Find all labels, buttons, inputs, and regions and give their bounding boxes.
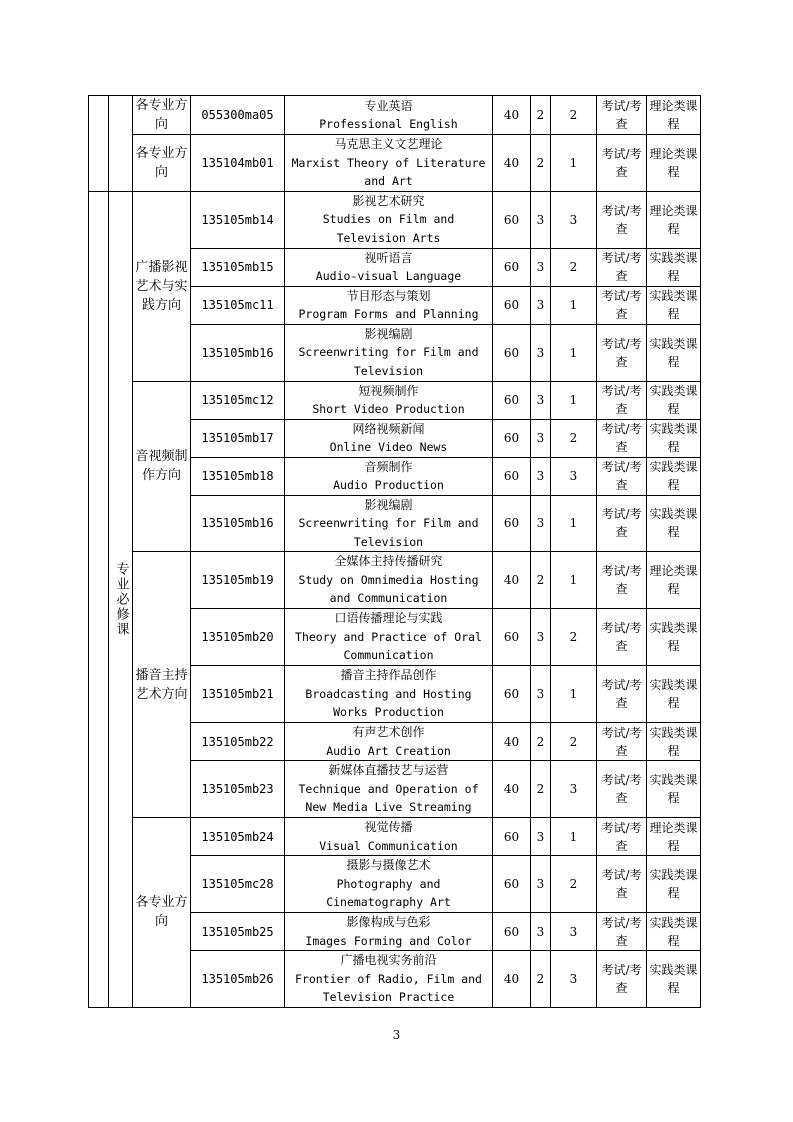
course-name-en: Technique and Operation of New Media Live Streaming bbox=[298, 781, 479, 815]
course-type-cell: 实践类课程 bbox=[647, 286, 701, 324]
course-name-en: Audio Production bbox=[333, 478, 444, 492]
table-row bbox=[89, 96, 701, 135]
assessment-cell: 考试/考查 bbox=[597, 248, 647, 286]
course-name-zh: 专业英语 bbox=[364, 98, 413, 113]
course-name-zh: 影像构成与色彩 bbox=[346, 915, 431, 929]
course-type-cell: 理论类课程 bbox=[647, 191, 701, 248]
course-code: 135105mb20 bbox=[191, 609, 285, 666]
course-name-en: Studies on Film and Television Arts bbox=[322, 212, 455, 245]
course-name-en: Screenwriting for Film and Television bbox=[298, 345, 479, 378]
table-row bbox=[89, 552, 701, 609]
hours-cell: 40 bbox=[493, 552, 531, 609]
course-type-cell: 理论类课程 bbox=[647, 96, 701, 135]
assessment-cell: 考试/考查 bbox=[597, 951, 647, 1008]
credit-cell: 3 bbox=[531, 286, 551, 324]
course-code: 135105mb18 bbox=[191, 457, 285, 495]
course-type-cell: 理论类课程 bbox=[647, 135, 701, 192]
category-label: 专业必修课 bbox=[109, 191, 133, 1007]
course-code: 135105mb16 bbox=[191, 324, 285, 381]
course-name bbox=[285, 286, 493, 324]
assessment-cell: 考试/考查 bbox=[597, 818, 647, 856]
course-name-zh: 有声艺术创作 bbox=[352, 725, 425, 739]
assessment-cell: 考试/考查 bbox=[597, 609, 647, 666]
course-code: 135105mb21 bbox=[191, 666, 285, 723]
course-name-en: Frontier of Radio, Film and Television Practice bbox=[295, 971, 482, 1004]
course-name bbox=[285, 96, 493, 135]
credit-cell: 3 bbox=[531, 191, 551, 248]
assessment-cell: 考试/考查 bbox=[597, 723, 647, 761]
assessment-cell: 考试/考查 bbox=[597, 381, 647, 419]
hours-cell: 60 bbox=[493, 856, 531, 913]
course-name-zh: 影视艺术研究 bbox=[352, 193, 425, 208]
course-type-cell: 实践类课程 bbox=[647, 856, 701, 913]
hours-cell: 60 bbox=[493, 666, 531, 723]
course-name bbox=[285, 552, 493, 609]
course-name-zh: 视听语言 bbox=[364, 250, 413, 265]
course-type-cell: 实践类课程 bbox=[647, 495, 701, 552]
course-code: 135105mb23 bbox=[191, 761, 285, 818]
course-name-zh: 网络视频新闻 bbox=[352, 421, 425, 436]
credit-cell: 2 bbox=[531, 96, 551, 135]
term-cell: 3 bbox=[551, 913, 597, 951]
direction-cell: 音视频制作方向 bbox=[133, 381, 191, 552]
course-name-zh: 播音主持作品创作 bbox=[340, 668, 437, 683]
table-row bbox=[89, 818, 701, 856]
course-name-zh: 视觉传播 bbox=[364, 820, 413, 834]
course-name-en: Study on Omnimedia Hosting and Communication bbox=[298, 572, 479, 606]
course-name bbox=[285, 135, 493, 192]
course-code: 135105mb19 bbox=[191, 552, 285, 609]
credit-cell: 3 bbox=[531, 666, 551, 723]
course-type-cell: 实践类课程 bbox=[647, 457, 701, 495]
credit-cell: 2 bbox=[531, 135, 551, 192]
credit-cell: 3 bbox=[531, 419, 551, 457]
hours-cell: 40 bbox=[493, 723, 531, 761]
term-cell: 1 bbox=[551, 381, 597, 419]
course-name-en: Audio-visual Language bbox=[315, 269, 462, 283]
assessment-cell: 考试/考查 bbox=[597, 96, 647, 135]
term-cell: 2 bbox=[551, 248, 597, 286]
term-cell: 2 bbox=[551, 856, 597, 913]
course-name-en: Screenwriting for Film and Television bbox=[298, 516, 479, 549]
term-cell: 3 bbox=[551, 191, 597, 248]
hours-cell: 40 bbox=[493, 761, 531, 818]
course-type-cell: 实践类课程 bbox=[647, 609, 701, 666]
assessment-cell: 考试/考查 bbox=[597, 856, 647, 913]
term-cell: 2 bbox=[551, 609, 597, 666]
course-name bbox=[285, 457, 493, 495]
direction-cell: 各专业方向 bbox=[133, 135, 191, 192]
course-code: 055300ma05 bbox=[191, 96, 285, 135]
course-name bbox=[285, 856, 493, 913]
course-name bbox=[285, 191, 493, 248]
course-name bbox=[285, 495, 493, 552]
assessment-cell: 考试/考查 bbox=[597, 419, 647, 457]
credit-cell: 2 bbox=[531, 761, 551, 818]
credit-cell: 3 bbox=[531, 495, 551, 552]
outer-blank-cell bbox=[89, 191, 109, 1007]
course-name-zh: 摄影与摄像艺术 bbox=[346, 858, 431, 873]
hours-cell: 60 bbox=[493, 495, 531, 552]
term-cell: 3 bbox=[551, 951, 597, 1008]
assessment-cell: 考试/考查 bbox=[597, 913, 647, 951]
term-cell: 1 bbox=[551, 552, 597, 609]
course-type-cell: 实践类课程 bbox=[647, 381, 701, 419]
page-number: 3 bbox=[392, 1028, 401, 1042]
course-name bbox=[285, 723, 493, 761]
course-code: 135105mc28 bbox=[191, 856, 285, 913]
course-type-cell: 实践类课程 bbox=[647, 951, 701, 1008]
credit-cell: 2 bbox=[531, 951, 551, 1008]
term-cell: 1 bbox=[551, 495, 597, 552]
course-code: 135105mb15 bbox=[191, 248, 285, 286]
course-type-cell: 实践类课程 bbox=[647, 913, 701, 951]
course-type-cell: 理论类课程 bbox=[647, 552, 701, 609]
hours-cell: 40 bbox=[493, 96, 531, 135]
credit-cell: 2 bbox=[531, 723, 551, 761]
course-name-en: Marxist Theory of Literature and Art bbox=[291, 155, 486, 188]
credit-cell: 3 bbox=[531, 381, 551, 419]
assessment-cell: 考试/考查 bbox=[597, 552, 647, 609]
course-name bbox=[285, 381, 493, 419]
course-name bbox=[285, 951, 493, 1008]
credit-cell: 3 bbox=[531, 913, 551, 951]
credit-cell: 3 bbox=[531, 818, 551, 856]
course-name-en: Short Video Production bbox=[312, 402, 465, 416]
course-name-en: Professional English bbox=[319, 117, 458, 131]
course-type-cell: 实践类课程 bbox=[647, 723, 701, 761]
credit-cell: 2 bbox=[531, 552, 551, 609]
assessment-cell: 考试/考查 bbox=[597, 495, 647, 552]
term-cell: 1 bbox=[551, 324, 597, 381]
course-code: 135105mb16 bbox=[191, 495, 285, 552]
course-name-zh: 口语传播理论与实践 bbox=[334, 611, 443, 626]
direction-cell: 广播影视艺术与实践方向 bbox=[133, 191, 191, 381]
course-code: 135105mc12 bbox=[191, 381, 285, 419]
term-cell: 3 bbox=[551, 457, 597, 495]
hours-cell: 60 bbox=[493, 191, 531, 248]
credit-cell: 3 bbox=[531, 457, 551, 495]
course-code: 135105mb22 bbox=[191, 723, 285, 761]
outer-blank-cell bbox=[89, 96, 109, 192]
hours-cell: 60 bbox=[493, 609, 531, 666]
direction-cell: 各专业方向 bbox=[133, 96, 191, 135]
course-name-zh: 马克思主义文艺理论 bbox=[334, 137, 443, 151]
course-name-zh: 节目形态与策划 bbox=[346, 288, 431, 303]
direction-cell: 各专业方向 bbox=[133, 818, 191, 1008]
course-type-cell: 理论类课程 bbox=[647, 818, 701, 856]
course-name-en: Images Forming and Color bbox=[305, 933, 472, 948]
course-name bbox=[285, 609, 493, 666]
hours-cell: 60 bbox=[493, 818, 531, 856]
course-table bbox=[88, 95, 701, 1008]
course-type-cell: 实践类课程 bbox=[647, 666, 701, 723]
assessment-cell: 考试/考查 bbox=[597, 286, 647, 324]
course-name-zh: 全媒体主持传播研究 bbox=[334, 554, 443, 569]
course-name-en: Broadcasting and Hosting Works Production bbox=[305, 686, 472, 720]
credit-cell: 3 bbox=[531, 609, 551, 666]
course-name bbox=[285, 666, 493, 723]
course-name-zh: 音频制作 bbox=[364, 459, 413, 474]
course-name-en: Theory and Practice of Oral Communication bbox=[295, 629, 482, 663]
blank-cell bbox=[109, 96, 133, 192]
assessment-cell: 考试/考查 bbox=[597, 135, 647, 192]
course-name bbox=[285, 419, 493, 457]
term-cell: 1 bbox=[551, 818, 597, 856]
credit-cell: 3 bbox=[531, 248, 551, 286]
course-name bbox=[285, 913, 493, 951]
hours-cell: 60 bbox=[493, 457, 531, 495]
table-row bbox=[89, 191, 701, 248]
course-type-cell: 实践类课程 bbox=[647, 324, 701, 381]
hours-cell: 60 bbox=[493, 324, 531, 381]
course-type-cell: 实践类课程 bbox=[647, 248, 701, 286]
assessment-cell: 考试/考查 bbox=[597, 457, 647, 495]
term-cell: 1 bbox=[551, 666, 597, 723]
hours-cell: 60 bbox=[493, 248, 531, 286]
course-name bbox=[285, 324, 493, 381]
course-name-zh: 影视编剧 bbox=[364, 326, 413, 341]
course-code: 135105mb17 bbox=[191, 419, 285, 457]
course-name-zh: 广播电视实务前沿 bbox=[340, 953, 437, 967]
course-code: 135105mb25 bbox=[191, 913, 285, 951]
direction-cell: 播音主持艺术方向 bbox=[133, 552, 191, 818]
course-code: 135105mb26 bbox=[191, 951, 285, 1008]
course-name-zh: 短视频制作 bbox=[358, 383, 419, 398]
course-name bbox=[285, 248, 493, 286]
course-name-zh: 新媒体直播技艺与运营 bbox=[328, 763, 449, 778]
table-row bbox=[89, 381, 701, 419]
assessment-cell: 考试/考查 bbox=[597, 324, 647, 381]
course-name-en: Photography and Cinematography Art bbox=[326, 876, 451, 910]
course-code: 135105mb14 bbox=[191, 191, 285, 248]
table-row bbox=[89, 135, 701, 192]
course-name-zh: 影视编剧 bbox=[364, 497, 413, 512]
course-name bbox=[285, 761, 493, 818]
assessment-cell: 考试/考查 bbox=[597, 191, 647, 248]
term-cell: 2 bbox=[551, 723, 597, 761]
course-name-en: Audio Art Creation bbox=[326, 743, 451, 758]
term-cell: 2 bbox=[551, 419, 597, 457]
credit-cell: 3 bbox=[531, 324, 551, 381]
credit-cell: 3 bbox=[531, 856, 551, 913]
course-name-en: Visual Communication bbox=[319, 838, 458, 853]
term-cell: 1 bbox=[551, 135, 597, 192]
course-type-cell: 实践类课程 bbox=[647, 761, 701, 818]
course-name-en: Online Video News bbox=[329, 440, 448, 454]
hours-cell: 60 bbox=[493, 419, 531, 457]
course-name-en: Program Forms and Planning bbox=[298, 307, 479, 321]
assessment-cell: 考试/考查 bbox=[597, 666, 647, 723]
hours-cell: 60 bbox=[493, 913, 531, 951]
course-code: 135105mb24 bbox=[191, 818, 285, 856]
term-cell: 2 bbox=[551, 96, 597, 135]
course-name bbox=[285, 818, 493, 856]
term-cell: 1 bbox=[551, 286, 597, 324]
hours-cell: 60 bbox=[493, 286, 531, 324]
course-code: 135104mb01 bbox=[191, 135, 285, 192]
hours-cell: 40 bbox=[493, 951, 531, 1008]
hours-cell: 60 bbox=[493, 381, 531, 419]
course-code: 135105mc11 bbox=[191, 286, 285, 324]
assessment-cell: 考试/考查 bbox=[597, 761, 647, 818]
course-type-cell: 实践类课程 bbox=[647, 419, 701, 457]
hours-cell: 40 bbox=[493, 135, 531, 192]
term-cell: 3 bbox=[551, 761, 597, 818]
